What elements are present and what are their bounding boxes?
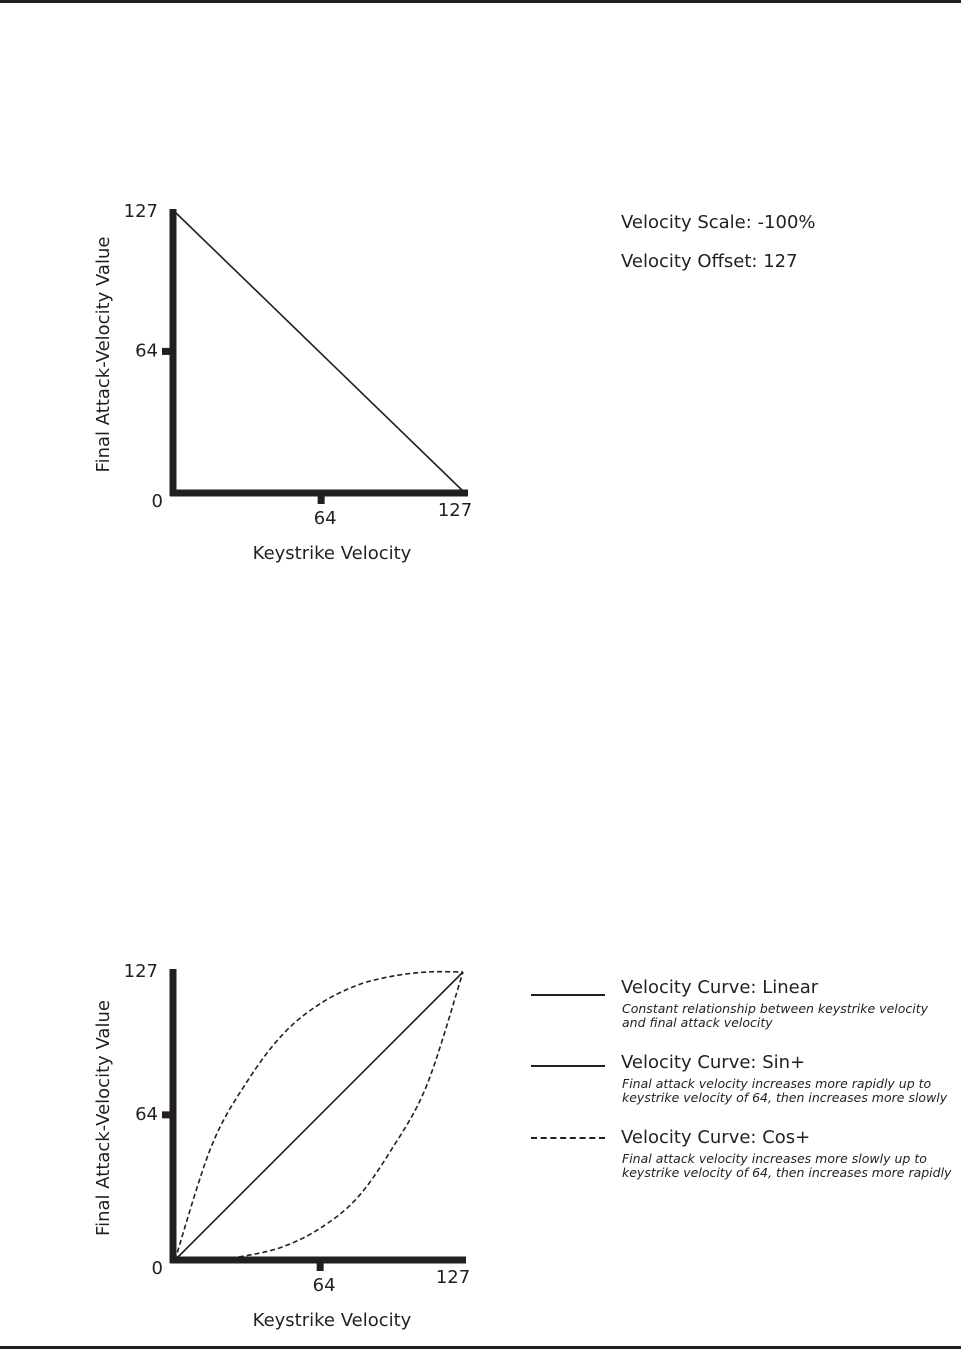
- x-tick-label: 64: [312, 1275, 336, 1296]
- y-tick-label: 64: [135, 1103, 158, 1125]
- legend-cos-swatch: [531, 1137, 605, 1139]
- legend-linear-swatch: [531, 994, 605, 996]
- velocity-offset-label: Velocity Offset: 127: [621, 251, 798, 272]
- legend-sin-title: Velocity Curve: Sin+: [621, 1052, 806, 1073]
- top-rule: [0, 0, 961, 3]
- legend-sin-swatch: [531, 1065, 605, 1067]
- series-velocity-curve-linear: [175, 972, 463, 1260]
- legend-cos-desc-2: keystrike velocity of 64, then increases more rapidly: [622, 1165, 952, 1180]
- legend-sin-desc-2: keystrike velocity of 64, then increases more slowly: [622, 1090, 948, 1105]
- x-axis-title: Keystrike Velocity: [252, 1310, 412, 1331]
- series-line: [175, 212, 465, 493]
- legend-linear-desc-2: and final attack velocity: [622, 1015, 773, 1030]
- velocity-scale-chart: [0, 190, 500, 580]
- y-axis-title: Final Attack-Velocity Value: [93, 236, 114, 473]
- y-axis-title: Final Attack-Velocity Value: [93, 1000, 114, 1236]
- y-tick-label: 64: [135, 340, 158, 362]
- x-axis-title: Keystrike Velocity: [252, 543, 412, 564]
- x-tick-label: 127: [435, 1267, 471, 1288]
- x-tick-label: 64: [313, 508, 337, 529]
- legend-cos-desc-1: Final attack velocity increases more slowly up to: [622, 1151, 927, 1166]
- x-tick-mark: [317, 1263, 324, 1271]
- origin-label: 0: [151, 1258, 163, 1279]
- y-tick-mark: [162, 1111, 170, 1118]
- bottom-rule: [0, 1346, 961, 1349]
- legend-linear-title: Velocity Curve: Linear: [621, 977, 819, 998]
- legend-cos-title: Velocity Curve: Cos+: [621, 1127, 811, 1148]
- velocity-curves-chart: [0, 955, 500, 1340]
- y-tick-mark: [162, 348, 170, 355]
- x-tick-label: 127: [437, 500, 473, 521]
- legend-linear-desc-1: Constant relationship between keystrike velocity: [622, 1001, 929, 1016]
- velocity-scale-label: Velocity Scale: -100%: [621, 212, 816, 233]
- x-tick-mark: [318, 496, 325, 504]
- y-tick-label: 127: [123, 961, 158, 982]
- legend-sin-desc-1: Final attack velocity increases more rapidly up to: [622, 1076, 932, 1091]
- y-tick-label: 127: [123, 201, 158, 222]
- origin-label: 0: [151, 491, 163, 512]
